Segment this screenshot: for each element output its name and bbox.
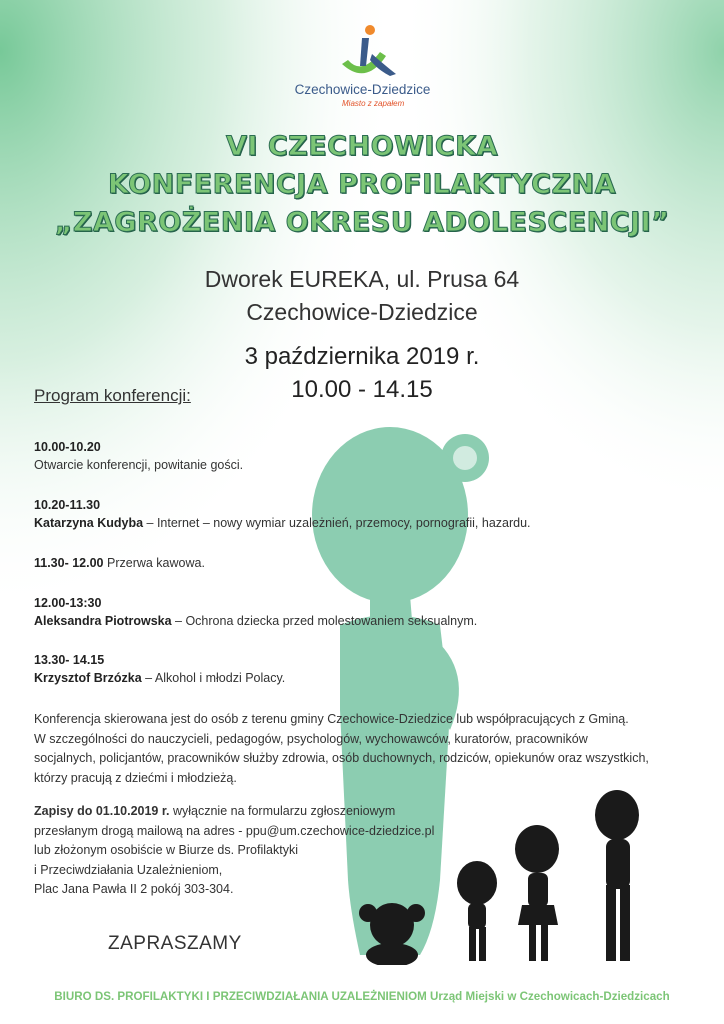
event-time: 10.00 - 14.15 xyxy=(291,376,433,403)
conference-title xyxy=(0,128,724,242)
venue xyxy=(0,263,724,329)
description-line: którzy pracują z dziećmi i młodzieżą. xyxy=(34,770,237,785)
program-item-text: – Internet – nowy wymiar uzależnień, przemocy, pornografii, hazardu. xyxy=(143,516,531,530)
program-item xyxy=(34,554,205,572)
invitation-text: ZAPRASZAMY xyxy=(108,933,242,954)
description-line: socjalnych, policjantów, pracowników służby zdrowia, osób duchownych, rodziców, opiekunów oraz wszystkich, xyxy=(34,751,649,765)
registration-deadline: Zapisy do 01.10.2019 r. xyxy=(34,804,170,818)
program-item-text: – Alkohol i młodzi Polacy. xyxy=(141,671,286,685)
title-line-3: „ZAGROŻENIA OKRESU ADOLESCENCJI” xyxy=(54,207,670,238)
program-item-speaker: Krzysztof Brzózka xyxy=(34,671,142,685)
registration-info xyxy=(34,802,534,900)
toddler-silhouette xyxy=(359,903,425,965)
registration-line: lub złożonym osobiście w Biurze ds. Profilaktyki xyxy=(34,843,298,857)
event-day: 3 października 2019 r. xyxy=(244,343,480,370)
title-line-1: VI CZECHOWICKA xyxy=(225,131,498,162)
program-item-time: 10.00-10.20 xyxy=(34,440,101,454)
program-item-text: Przerwa kawowa. xyxy=(103,556,205,570)
program-item-time: 12.00-13:30 xyxy=(34,596,102,610)
venue-address: Dworek EUREKA, ul. Prusa 64 xyxy=(204,266,520,292)
title-line-2: KONFERENCJA PROFILAKTYCZNA xyxy=(107,169,617,200)
registration-line: i Przeciwdziałania Uzależnieniom, xyxy=(34,862,223,877)
program-item-text: – Ochrona dziecka przed molestowaniem seksualnym. xyxy=(171,614,478,628)
teen-silhouette xyxy=(595,790,639,961)
program-item xyxy=(34,651,285,687)
logo-tagline: Miasto z zapałem xyxy=(342,99,405,108)
venue-city: Czechowice-Dziedzice xyxy=(246,299,478,325)
description-line: Konferencja skierowana jest do osób z terenu gminy Czechowice-Dziedzice lub współpracujących z Gminą. xyxy=(34,712,629,726)
description-line: W szczególności do nauczycieli, pedagogów, psychologów, wychowawców, kuratorów, pracowników xyxy=(34,731,588,746)
program-item xyxy=(34,594,477,630)
footer-organizer xyxy=(0,990,724,1003)
program-item-time: 10.20-11.30 xyxy=(34,498,101,512)
program-item xyxy=(34,496,531,532)
city-logo xyxy=(290,24,435,112)
registration-line: wyłącznie na formularzu zgłoszeniowym xyxy=(169,804,396,818)
audience-description xyxy=(34,710,714,788)
footer-city-hall: Urząd Miejski w Czechowicach-Dziedzicach xyxy=(426,990,670,1003)
logo-name: Czechowice-Dziedzice xyxy=(294,82,431,97)
program-item-speaker: Aleksandra Piotrowska xyxy=(34,614,172,628)
registration-line: przesłanym drogą mailową na adres - ppu@um.czechowice-dziedzice.pl xyxy=(34,823,435,838)
program-item-time: 11.30- 12.00 xyxy=(34,556,104,570)
program-item-time: 13.30- 14.15 xyxy=(34,653,105,667)
footer-office: BIURO DS. PROFILAKTYKI I PRZECIWDZIAŁANIA UZALEŻNIENIOM xyxy=(54,990,427,1003)
program-item-text: Otwarcie konferencji, powitanie gości. xyxy=(34,458,244,472)
registration-line: Plac Jana Pawła II 2 pokój 303-304. xyxy=(34,882,234,896)
city-logo-mark xyxy=(290,24,435,82)
program-heading: Program konferencji: xyxy=(34,386,191,405)
program-item-speaker: Katarzyna Kudyba xyxy=(34,516,144,530)
program-item xyxy=(34,438,243,474)
